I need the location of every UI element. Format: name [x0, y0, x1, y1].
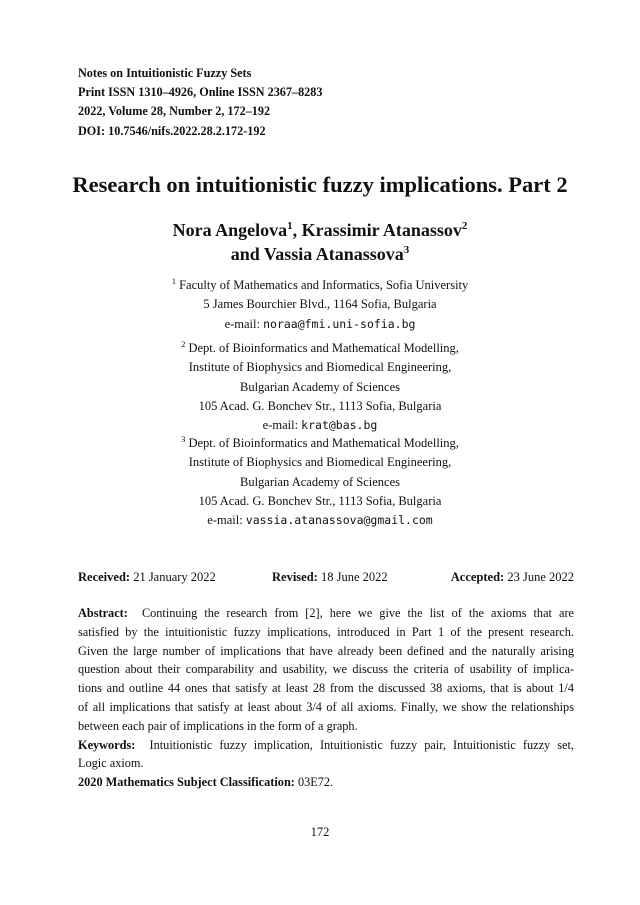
- author-affiliation-mark: 1: [287, 220, 293, 232]
- accepted-label: Accepted:: [450, 570, 505, 584]
- email-label: e-mail:: [262, 418, 299, 433]
- received-value: 21 January 2022: [133, 570, 216, 584]
- author-conjunction: and: [230, 244, 260, 264]
- affiliation-line: Dept. of Bioinformatics and Mathematical Modelling,: [188, 436, 459, 450]
- revised-date: [272, 570, 388, 585]
- affiliation-line: 105 Acad. G. Bonchev Str., 1113 Sofia, Bulgaria: [198, 398, 442, 413]
- author-affiliation-mark: 2: [461, 220, 468, 232]
- accepted-value: 23 June 2022: [507, 570, 574, 584]
- keywords-line: [78, 736, 574, 755]
- email-label: e-mail:: [207, 513, 243, 528]
- abstract-line: Given the large number of implications that have already been defined and the naturally arising: [78, 643, 574, 658]
- abstract-line: tions and outline 44 ones that satisfy at least 28 from the discussed 38 axioms, that is about 1/4: [78, 681, 574, 696]
- keywords-text: Intuitionistic fuzzy implication, Intuitionistic fuzzy pair, Intuitionistic fuzzy set,: [149, 737, 574, 752]
- journal-header: [78, 64, 322, 141]
- affiliation-line: 5 James Bourchier Blvd., 1164 Sofia, Bulgaria: [203, 297, 437, 312]
- affiliation-line: Institute of Biophysics and Biomedical Engineering,: [188, 360, 452, 375]
- received-date: [78, 570, 216, 585]
- paper-title: Research on intuitionistic fuzzy implications. Part 2: [72, 172, 568, 197]
- received-label: Received:: [78, 570, 131, 584]
- msc-label: 2020 Mathematics Subject Classification:: [78, 775, 295, 790]
- author-name: Krassimir Atanassov: [301, 220, 462, 240]
- abstract-block: [78, 604, 574, 792]
- author-name: Nora Angelova: [172, 220, 288, 240]
- abstract-label: Abstract:: [78, 606, 128, 620]
- affiliation-2: [0, 339, 640, 435]
- affiliation-line: Faculty of Mathematics and Informatics, Sofia University: [179, 278, 469, 292]
- journal-issn: Print ISSN 1310–4926, Online ISSN 2367–8283: [78, 85, 323, 100]
- affiliation-mark: 2: [181, 338, 186, 349]
- msc-line: [78, 773, 574, 792]
- author-name: Vassia Atanassova: [263, 244, 404, 264]
- email-link[interactable]: krat@bas.bg: [301, 418, 378, 433]
- abstract-line: of all implications that satisfy at least about 3/4 of all axioms. Finally, we show the relationships: [78, 699, 574, 714]
- keywords-line: Logic axiom.: [78, 756, 144, 771]
- journal-doi: DOI: 10.7546/nifs.2022.28.2.172-192: [78, 123, 266, 138]
- email-label: e-mail:: [224, 316, 260, 331]
- abstract-line: [78, 604, 574, 623]
- revised-value: 18 June 2022: [320, 570, 388, 584]
- affiliation-line: Bulgarian Academy of Sciences: [239, 474, 401, 489]
- abstract-line: question about their comparability and usability, we discuss the criteria of usability of implica-: [78, 662, 574, 677]
- abstract-line: between each pair of implications in the form of a graph.: [78, 718, 358, 733]
- keywords-label: Keywords:: [78, 737, 136, 752]
- page-number: 172: [310, 825, 330, 839]
- journal-name: Notes on Intuitionistic Fuzzy Sets: [78, 66, 252, 80]
- affiliation-line: 105 Acad. G. Bonchev Str., 1113 Sofia, Bulgaria: [198, 493, 442, 508]
- accepted-date: [451, 570, 574, 585]
- msc-value: 03E72.: [297, 775, 334, 790]
- affiliation-line: Dept. of Bioinformatics and Mathematical Modelling,: [188, 341, 459, 355]
- journal-volume: 2022, Volume 28, Number 2, 172–192: [78, 104, 271, 119]
- affiliation-mark: 1: [171, 275, 176, 286]
- abstract-text: Continuing the research from [2], here we give the list of the axioms that are: [141, 606, 575, 620]
- author-list: Nora Angelova$^1$, Krassimir Atanassov$^2$ and Vassia Atanassova$^3$: [172, 220, 468, 264]
- affiliation-1: [0, 276, 640, 334]
- affiliation-line: Institute of Biophysics and Biomedical Engineering,: [188, 455, 452, 470]
- revised-label: Revised:: [272, 570, 318, 584]
- affiliation-3: [0, 434, 640, 530]
- abstract-line: satisfied by the intuitionistic fuzzy implications, introduced in Part 1 of the present research.: [78, 624, 574, 639]
- author-affiliation-mark: 3: [403, 244, 410, 256]
- affiliation-line: Bulgarian Academy of Sciences: [239, 379, 401, 394]
- affiliation-mark: 3: [181, 433, 186, 444]
- email-link[interactable]: vassia.atanassova@gmail.com: [245, 513, 433, 528]
- email-link[interactable]: noraa@fmi.uni-sofia.bg: [263, 316, 416, 331]
